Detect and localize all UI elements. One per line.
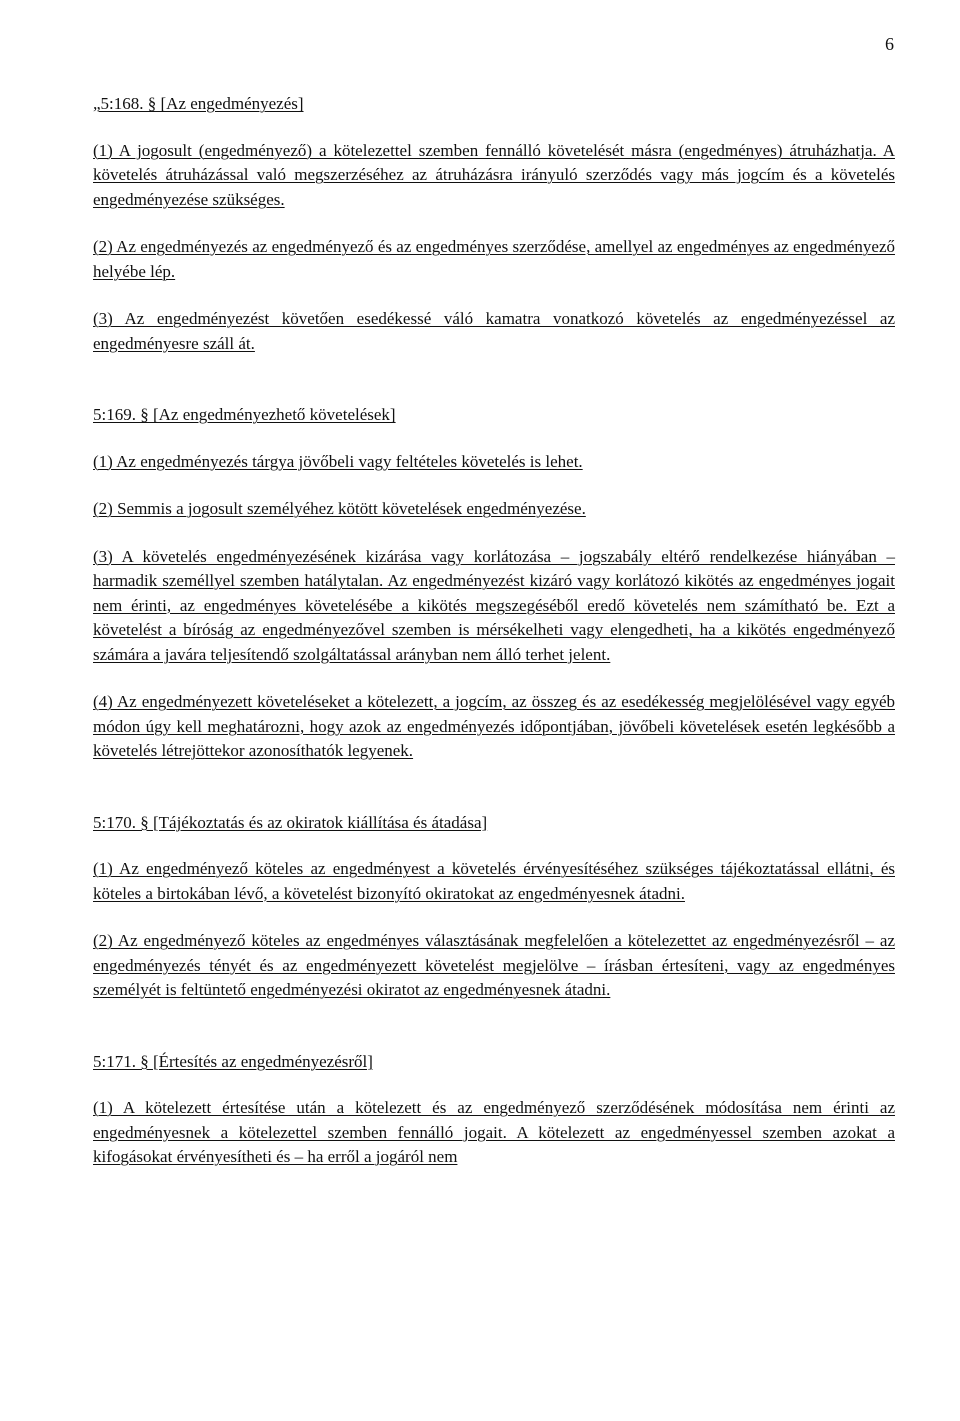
paragraph: (2) Az engedményezés az engedményező és az engedményes szerződése, amellyel az engedményes az engedményező helyébe lép. <box>93 237 895 281</box>
section-title: 5:169. § [Az engedményezhető követelések] <box>93 405 396 424</box>
paragraph: (3) Az engedményezést követően esedékessé váló kamatra vonatkozó követelés az engedményezéssel az engedményesre száll át. <box>93 309 895 353</box>
section-5-171 <box>93 1050 895 1170</box>
section-5-170 <box>93 811 895 1003</box>
paragraph: (2) Az engedményező köteles az engedményes választásának megfelelően a kötelezettet az engedményezésről – az engedményezés tényét és az engedményezett követelést megjelölve – írásban értesíteni, vagy az engedményes személyét is feltüntető engedményezési okiratot az engedményesnek átadni. <box>93 931 895 999</box>
section-title: 5:170. § [Tájékoztatás és az okiratok kiállítása és átadása] <box>93 812 488 832</box>
paragraph: (1) Az engedményezés tárgya jövőbeli vagy feltételes követelés is lehet. <box>93 451 583 471</box>
paragraph: (1) A kötelezett értesítése után a kötelezett és az engedményező szerződésének módosítása nem érinti az engedményesnek a kötelezettel szemben fennálló jogait. A kötelezett az engedményessel szemben azokat a kifogásokat érvényesítheti és – ha erről a jogáról nem <box>93 1098 895 1166</box>
document-body <box>93 92 895 1170</box>
section-5-168 <box>93 92 895 356</box>
paragraph: (2) Semmis a jogosult személyéhez kötött követelések engedményezése. <box>93 499 586 518</box>
paragraph: (1) A jogosult (engedményező) a kötelezettel szemben fennálló követelését másra (engedményes) átruházhatja. A követelés átruházással való megszerzéséhez az átruházásra irányuló szerződés vagy más jogcím és a követelés engedményezése szükséges. <box>93 140 895 209</box>
paragraph: (4) Az engedményezett követeléseket a kötelezett, a jogcím, az összeg és az esedékesség megjelölésével vagy egyéb módon úgy kell meghatározni, hogy azok az engedményezés időpontjában, jövőbeli követelések esetén legkésőbb a követelés létrejöttekor azonosíthatók legyenek. <box>93 692 895 760</box>
page-number: 6 <box>885 34 894 54</box>
section-title: „5:168. § [Az engedményezés] <box>93 94 304 113</box>
paragraph: (1) Az engedményező köteles az engedményest a követelés érvényesítéséhez szükséges tájékoztatással ellátni, és köteles a birtokában lévő, a követelést bizonyító okiratokat az engedményesnek átadni. <box>93 859 895 903</box>
paragraph: (3) A követelés engedményezésének kizárása vagy korlátozása – jogszabály eltérő rendelkezése hiányában – harmadik személlyel szemben hatálytalan. Az engedményezést kizáró vagy korlátozó kikötés az engedményes jogait nem érinti, az engedményes követelésébe a kikötés megszegéséből eredő követelés nem számítható be. Ezt a követelést a bíróság az engedményezővel szemben is mérsékelheti vagy elengedheti, ha a kikötés engedményező számára a javára teljesítendő szolgáltatással arányban nem álló terhet jelent. <box>93 546 895 664</box>
section-title: 5:171. § [Értesítés az engedményezésről] <box>93 1051 373 1071</box>
section-5-169 <box>93 403 895 764</box>
